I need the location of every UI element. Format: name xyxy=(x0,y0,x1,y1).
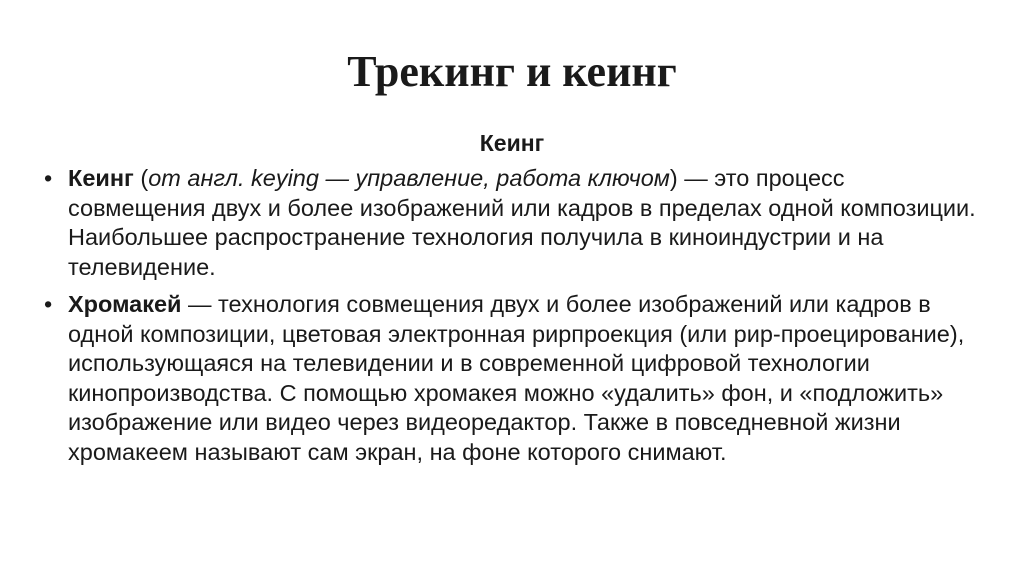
slide-subtitle: Кеинг xyxy=(479,130,545,156)
paren-open: ( xyxy=(133,165,149,191)
definition-keying: — это процесс совмещения двух и более изображений или кадров в пределах одной композиции. Наибольшее распространение технология получила в киноиндустрии и на телевидение. xyxy=(68,165,976,280)
slide-title: Трекинг и кеинг xyxy=(347,47,677,96)
term-keying: Кеинг xyxy=(68,165,134,191)
bullet-dot: • xyxy=(44,291,53,317)
etymology-text: от англ. keying — управление, работа ключом xyxy=(148,165,670,191)
bullet-item-keying xyxy=(44,164,984,282)
definition-chromakey: — технология совмещения двух и более изображений или кадров в одной композиции, цветовая электронная рирпроекция (или рир-проецирование), использующаяся на телевидении и в современной цифровой технологии кинопроизводства. С помощью хромакея можно «удалить» фон, и «подложить» изображение или видео через видеоредактор. Также в повседневной жизни хромакеем называют сам экран, на фоне которого снимают. xyxy=(68,291,965,465)
term-chromakey: Хромакей xyxy=(68,291,182,317)
bullet-item-chromakey xyxy=(44,290,984,467)
bullet-dot: • xyxy=(44,165,53,191)
bullet-list xyxy=(44,164,984,475)
paren-close: ) xyxy=(669,165,678,191)
